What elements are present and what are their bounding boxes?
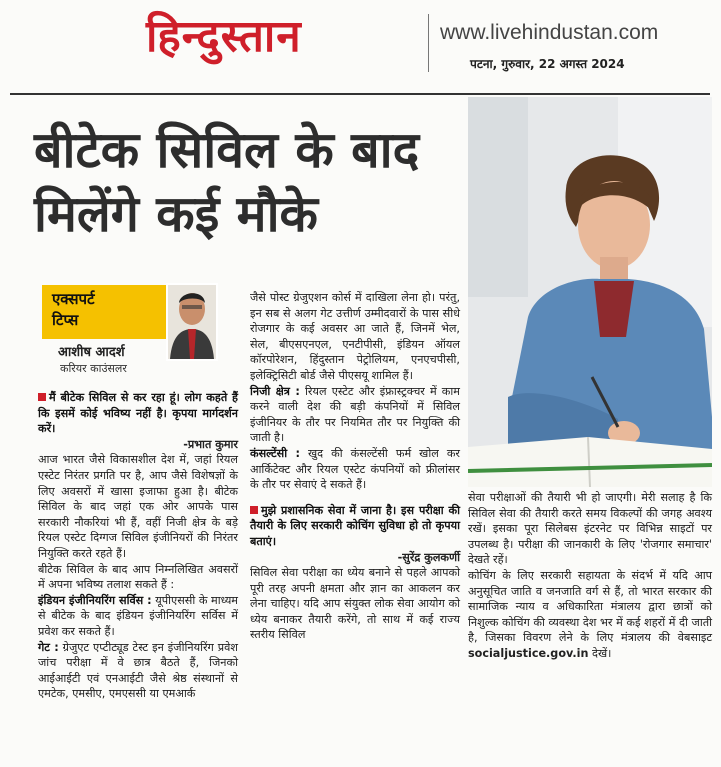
expert-tips-subtitle: टिप्स bbox=[52, 311, 79, 329]
headline bbox=[34, 118, 464, 246]
square-bullet-icon bbox=[38, 393, 46, 401]
gate-paragraph: गेट : ग्रेजुएट एप्टीट्यूड टेस्ट इन इंजीनियरिंग प्रवेश जांच परीक्षा में वे छात्र बैठते हैं, जिनको आईआईटी एवं एनआईटी जैसे श्रेष्ठ संस्थानों से एमटेक, एमसीए, एमएससी या एमआर्क bbox=[38, 640, 238, 701]
col3-para-1: सेवा परीक्षाओं की तैयारी भी हो जाएगी। मेरी सलाह है कि सिविल सेवा की तैयारी करते समय विकल्पों की जगह अवश्य रखें। इसका पूरा सिलेबस इंटरनेट पर विभिन्न साइटों पर उपलब्ध है। परीक्षा की जानकारी के लिए 'रोजगार समाचार' देखते रहें। bbox=[468, 491, 712, 567]
private-sector-paragraph: निजी क्षेत्र : रियल एस्टेट और इंफ्रास्ट्रक्चर में काम करने वाली देश की बड़ी कंपनियों में सिविल इंजीनियर के तौर पर नियमित तौर पर नियुक्ति की जाती है। bbox=[250, 384, 460, 445]
article-column-3 bbox=[468, 490, 712, 662]
col3-para-2: कोचिंग के लिए सरकारी सहायता के संदर्भ में यदि आप अनुसूचित जाति व जनजाति वर्ग से हैं, तो भारत सरकार की सामाजिक न्याय व अधिकारिता मंत्रालय द्वारा छात्रों को निशुल्क कोचिंग की व्यवस्था देश भर में कई शहरों में दी जाती है, जिसका विवरण लेने के लिए मंत्रालय की वेबसाइट socialjustice.gov.in देखें। bbox=[468, 568, 712, 660]
expert-name: आशीष आदर्श bbox=[58, 345, 125, 360]
dateline: पटना, गुरुवार, 22 अगस्त 2024 bbox=[470, 57, 625, 71]
question-2: मुझे प्रशासनिक सेवा में जाना है। इस परीक्षा की तैयारी के लिए सरकारी कोचिंग सुविधा हो तो कृपया बताएं। bbox=[250, 503, 460, 548]
masthead-rule bbox=[10, 93, 710, 95]
ies-paragraph: इंडियन इंजीनियरिंग सर्विस : यूपीएससी के माध्यम से बीटेक के बाद इंडियन इंजीनियरिंग सर्विस में प्रवेश कर सकते हैं। bbox=[38, 593, 238, 638]
expert-tips-box bbox=[38, 283, 216, 383]
student-illustration bbox=[468, 97, 712, 487]
student-photo bbox=[468, 97, 712, 487]
col1-para-2: बीटेक सिविल के बाद आप निम्नलिखित अवसरों में अपना भविष्य तलाश सकते हैं : bbox=[38, 562, 238, 592]
headline-line-1: बीटेक सिविल के बाद bbox=[34, 121, 420, 179]
column-gap bbox=[250, 493, 460, 503]
website-url: www.livehindustan.com bbox=[440, 21, 659, 44]
masthead-divider bbox=[428, 14, 429, 72]
expert-tips-title: एक्सपर्ट bbox=[52, 290, 95, 308]
col1-para-1: आज भारत जैसे विकासशील देश में, जहां रियल एस्टेट निरंतर प्रगति पर है, आप जैसे विशेषज्ञों के लिए अवसरों में खासा इजाफा हुआ है। बीटेक सिविल के बाद जहां एक ओर आपके पास सरकारी नौकरियां भी हैं, वहीं निजी क्षेत्र के बड़े रियल एस्टेट दिग्गज सिविल इंजीनियरों की निरंतर नियुक्ति करते रहते हैं। bbox=[38, 453, 238, 560]
article-column-2 bbox=[250, 290, 460, 643]
article-column-1 bbox=[38, 390, 238, 702]
headline-line-2: मिलेंगे कई मौके bbox=[34, 185, 318, 243]
question-1: मैं बीटेक सिविल से कर रहा हूं। लोग कहते हैं कि इसमें कोई भविष्य नहीं है। कृपया मार्गदर्शन करें। bbox=[38, 391, 238, 436]
question-2-author: -सुरेंद्र कुलकर्णी bbox=[397, 550, 460, 564]
masthead bbox=[0, 0, 721, 86]
square-bullet-icon bbox=[250, 506, 258, 514]
col2-para-1: जैसे पोस्ट ग्रेजुएशन कोर्स में दाखिला लेना हो। परंतु, इन सब से अलग गेट उत्तीर्ण उम्मीदवारों के पास सीधे रोजगार के कई अवसर आ जाते हैं, जिनमें भेल, सेल, बीएसएनएल, एनटीपीसी, इंडियन ऑयल कॉरपोरेशन, हिंदुस्तान पेट्रोलियम, एनएचपीसी, इलेक्ट्रिसिटी बोर्ड जैसे पीएसयू शामिल हैं। bbox=[250, 291, 460, 382]
consultancy-paragraph: कंसल्टेंसी : खुद की कंसल्टेंसी फर्म खोल कर आर्किटेक्ट और रियल एस्टेट कंपनियों को फ्रीलांसर के तौर पर सेवाएं दे सकते हैं। bbox=[250, 446, 460, 492]
newspaper-logo: हिन्दुस्तान bbox=[146, 11, 302, 62]
expert-portrait bbox=[168, 285, 216, 359]
ministry-website: socialjustice.gov.in bbox=[468, 646, 589, 660]
question-1-author: -प्रभात कुमार bbox=[183, 437, 238, 451]
expert-photo bbox=[166, 283, 218, 361]
col2-para-end: सिविल सेवा परीक्षा का ध्येय बनाने से पहले आपको पूरी तरह अपनी क्षमता और ज्ञान का आकलन कर लेना चाहिए। यदि आप संयुक्त लोक सेवा आयोग को ध्येय बनाकर तैयारी करेंगे, तो साथ में कई राज्य स्तरीय सिविल bbox=[250, 566, 460, 642]
expert-role: करियर काउंसलर bbox=[60, 362, 127, 375]
